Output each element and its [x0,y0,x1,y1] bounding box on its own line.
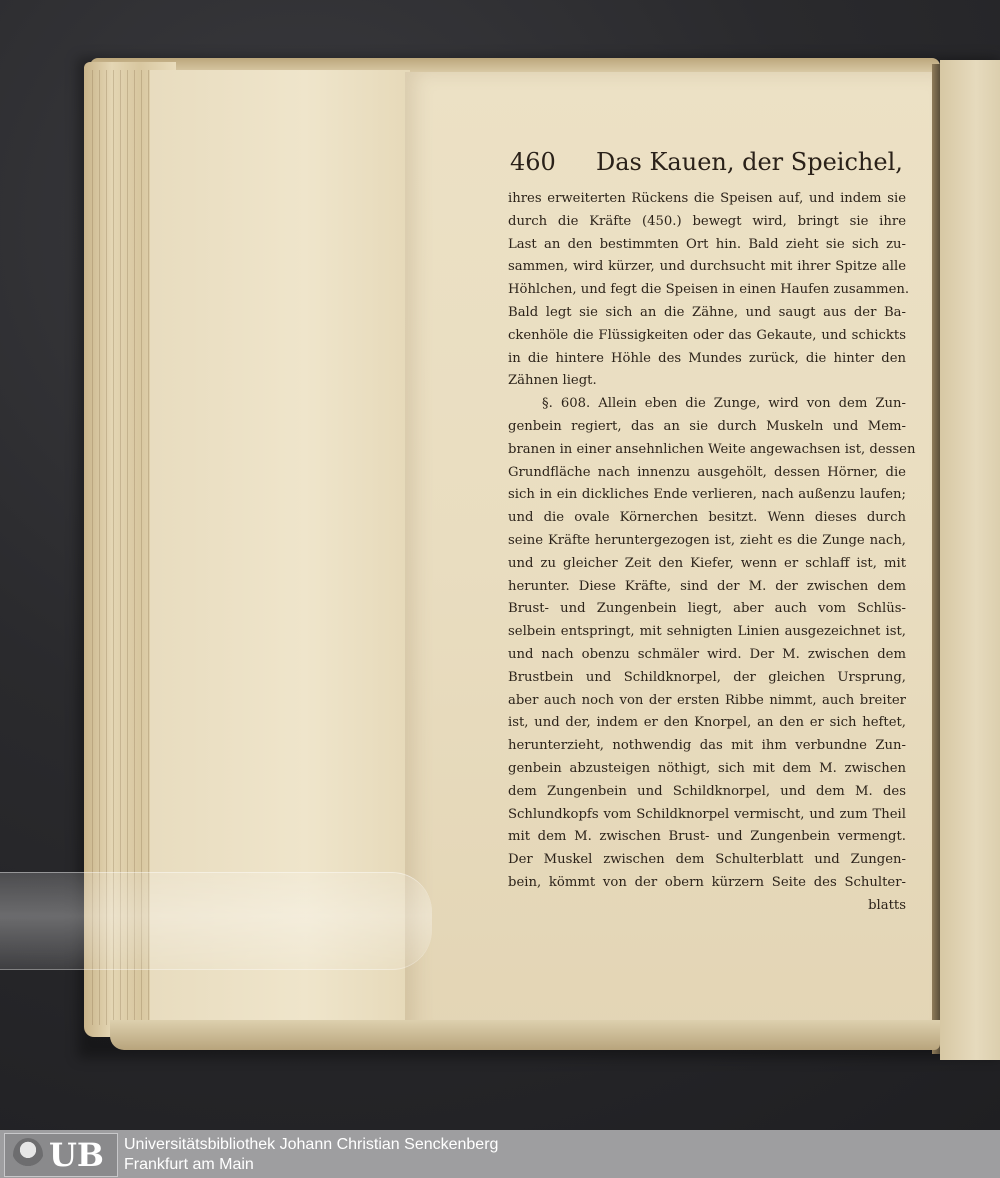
text-line: herunterzieht, nothwendig das mit ihm verbundne Zun- [508,738,906,754]
text-line: Last an den bestimmten Ort hin. Bald zieht sie sich zu- [508,236,906,252]
text-line: Der Muskel zwischen dem Schulterblatt und Zungen- [508,852,906,868]
text-line: Schlundkopfs vom Schildknorpel vermischt, und zum Theil [508,806,906,822]
text-line: bein, kömmt von der obern kürzern Seite des Schulter- [508,874,906,890]
text-line: Zähnen liegt. [508,373,597,389]
text-line: mit dem M. zwischen Brust- und Zungenbein vermengt. [508,829,906,845]
text-line: dem Zungenbein und Schildknorpel, und dem M. des [508,783,906,799]
text-line: Bald legt sie sich an die Zähne, und saugt aus der Ba- [508,304,906,320]
logo-text: UB [49,1136,104,1174]
page-body-text [508,188,916,918]
text-line: Brustbein und Schildknorpel, der gleichen Ursprung, [508,669,906,685]
institution-line-2: Frankfurt am Main [124,1156,254,1173]
page-number: 460 [510,148,556,176]
text-line: und nach obenzu schmäler wird. Der M. zwischen dem [508,646,906,662]
glass-page-weight [0,872,432,970]
text-line: aber auch noch von der ersten Ribbe nimmt, auch breiter [508,692,906,708]
text-line: ckenhöle die Flüssigkeiten oder das Gekaute, und schickts [508,327,906,343]
text-line: ist, und der, indem er den Knorpel, an den er sich heftet, [508,715,906,731]
text-line: ihres erweiterten Rückens die Speisen auf, und indem sie [508,191,906,206]
text-line: durch die Kräfte (450.) bewegt wird, bringt sie ihre [508,213,906,229]
text-line: branen in einer ansehnlichen Weite angewachsen ist, dessen [508,441,916,457]
ub-logo[interactable] [4,1133,118,1177]
text-line: in die hintere Höhle des Mundes zurück, die hinter den [508,350,906,366]
book-bottom-edge [110,1020,940,1050]
text-line: sich in ein dickliches Ende verlieren, nach außenzu laufen; [508,487,906,503]
text-line: genbein regiert, das an sie durch Muskeln und Mem- [508,418,906,434]
text-line: genbein abzusteigen nöthigt, sich mit dem M. zwischen [508,760,906,776]
text-line: selbein entspringt, mit sehnigten Linien ausgezeichnet ist, [508,624,906,640]
text-line: Grundfläche nach innenzu ausgehölt, dessen Hörner, die [508,464,906,480]
text-line: herunter. Diese Kräfte, sind der M. der zwischen dem [508,578,906,594]
text-line: und die ovale Körnerchen besitzt. Wenn dieses durch [508,510,906,526]
text-line: seine Kräfte heruntergezogen ist, zieht es die Zunge nach, [508,532,906,548]
portrait-icon [13,1138,43,1172]
text-line: Höhlchen, und fegt die Speisen in einen Haufen zusammen. [508,282,910,298]
text-line: und zu gleicher Zeit den Kiefer, wenn er schlaff ist, mit [508,555,906,571]
running-title: Das Kauen, der Speichel, [596,148,903,176]
right-page-edge [940,60,1000,1060]
text-line: sammen, wird kürzer, und durchsucht mit ihrer Spitze alle [508,259,906,275]
institution-name[interactable] [124,1135,498,1175]
catchword: blatts [868,897,906,913]
paragraph-start-line: §. 608. Allein eben die Zunge, wird von dem Zun- [542,396,906,412]
page-header [510,148,910,184]
text-line: Brust- und Zungenbein liegt, aber auch vom Schlüs- [508,601,906,617]
institution-line-1: Universitätsbibliothek Johann Christian Senckenberg [124,1136,499,1153]
